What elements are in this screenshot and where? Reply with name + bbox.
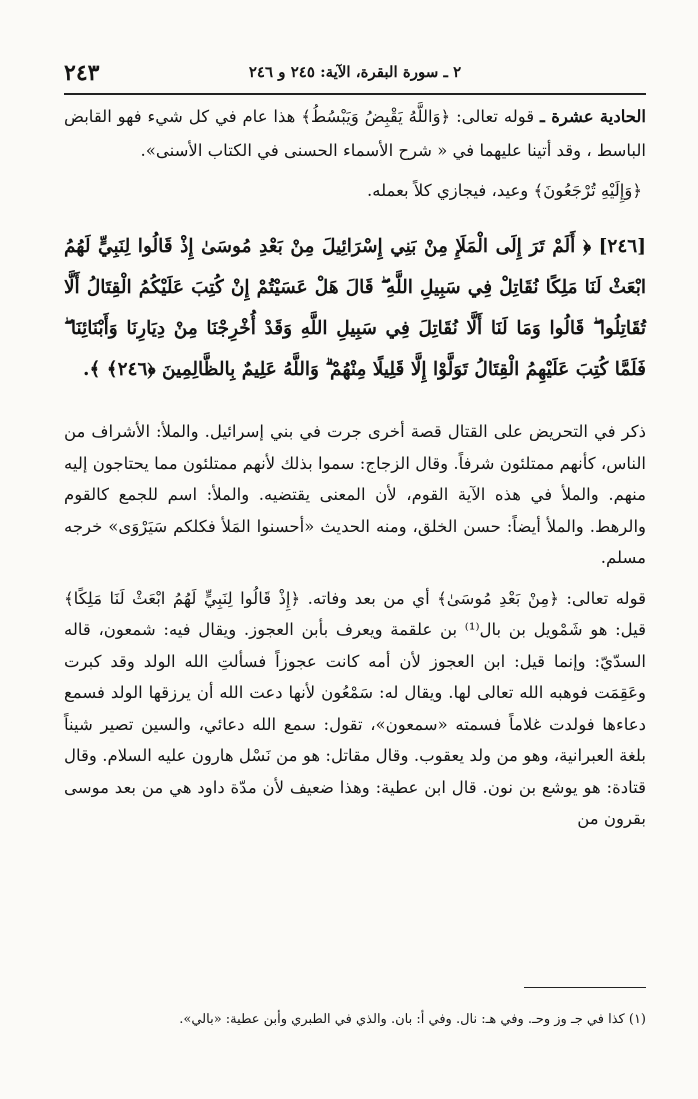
- verse-text: ﴿ أَلَمْ تَرَ إِلَى الْمَلَإِ مِنْ بَنِي إِسْرَائِيلَ مِنْ بَعْدِ مُوسَىٰ إِذْ قَالُوا لِنَبِيٍّ لَهُمُ ابْعَثْ لَنَا مَلِكًا نُقَاتِلْ فِي سَبِيلِ اللَّهِ ۖ قَالَ هَلْ عَسَيْتُمْ إِنْ كُتِبَ عَلَيْكُمُ الْقِتَالُ أَلَّا تُقَاتِلُوا ۖ قَالُوا وَمَا لَنَا أَلَّا نُقَاتِلَ فِي سَبِيلِ اللَّهِ وَقَدْ أُخْرِجْنَا مِنْ دِيَارِنَا وَأَبْنَائِنَا ۖ فَلَمَّا كُتِبَ عَلَيْهِمُ الْقِتَالُ تَوَلَّوْا إِلَّا قَلِيلًا مِنْهُمْ ۗ وَاللَّهُ عَلِيمٌ بِالظَّالِمِينَ ﴿٢٤٦﴾ ﴾.: [64, 236, 646, 380]
- page-number: ٢٤٣: [64, 60, 100, 86]
- paragraph-commentary-continued: قوله تعالى: ﴿مِنْ بَعْدِ مُوسَىٰ﴾ أي من بعد وفاته. ﴿إِذْ قَالُوا لِنَبِيٍّ لَهُمُ ابْعَثْ لَنَا مَلِكًا﴾ قيل: هو شَمْويل بن بال⁽¹⁾ بن علقمة ويعرف بأبن العجوز. ويقال فيه: شمعون، قاله السدّيّ: وإنما قيل: ابن العجوز لأن أمه كانت عجوزاً فسألتِ الله الولد وقد كبرت وعَقِمَت فوهبه الله تعالى لها. ويقال له: سَمْعُون لأنها دعت الله أن يرزقها الولد فسمع دعاءها فولدت غلاماً فسمته «سمعون»، تقول: سمع الله دعائي، والسين تصير شيناً بلغة العبرانية، وهو من ولد يعقوب. وقال مقاتل: هو من نَسْل هارون عليه السلام. وقال قتادة: هو يوشع بن نون. قال ابن عطية: وهذا ضعيف لأن مدّة داود هي من بعد موسى بقرون من: [64, 588, 646, 828]
- paragraph-commentary: ذكر في التحريض على القتال قصة أخرى جرت في بني إسرائيل. والملأ: الأشراف من الناس، كأنهم ممتلئون شرفاً. وقال الزجاج: سموا بذلك لأنهم ممتلئون مما يحتاجون إليه منهم. والملأ في هذه الآية القوم، لأن المعنى يقتضيه. والملأ: اسم للجمع كالقوم والرهط. والملأ أيضاً: حسن الخلق، ومنه الحديث «أحسنوا المَلأ فكلكم سَيَرْوَى» خرجه مسلم.: [64, 422, 646, 567]
- paragraph-warning: ﴿وَإِلَيْهِ تُرْجَعُونَ﴾ وعيد، فيجازي كلاً بعمله.: [366, 181, 642, 200]
- running-title: ٢ ـ سورة البقرة، الآية: ٢٤٥ و ٢٤٦: [248, 63, 462, 81]
- page-header: [64, 60, 646, 88]
- paragraph-eleventh-point: [64, 100, 646, 168]
- main-text: [64, 100, 646, 835]
- quran-verse-block: [64, 226, 646, 390]
- verse-number: [٢٤٦]: [598, 236, 646, 257]
- header-rule: [64, 93, 646, 95]
- paragraph-text: قوله تعالى: ﴿وَاللَّهُ يَقْبِضُ وَيَبْسُطُ﴾ هذا عام في كل شيء فهو القابض الباسط ، وقد أتينا عليهما في « شرح الأسماء الحسنى في الكتاب الأسنى».: [64, 107, 646, 160]
- footnote: (١) كذا في جـ وز وحـ. وفي هـ: نال. وفي أ: بان. والذي في الطبري وأبن عطية: «بالي».: [179, 1012, 646, 1027]
- footnote-rule: [524, 987, 646, 988]
- point-heading: الحادية عشرة ـ: [540, 107, 646, 126]
